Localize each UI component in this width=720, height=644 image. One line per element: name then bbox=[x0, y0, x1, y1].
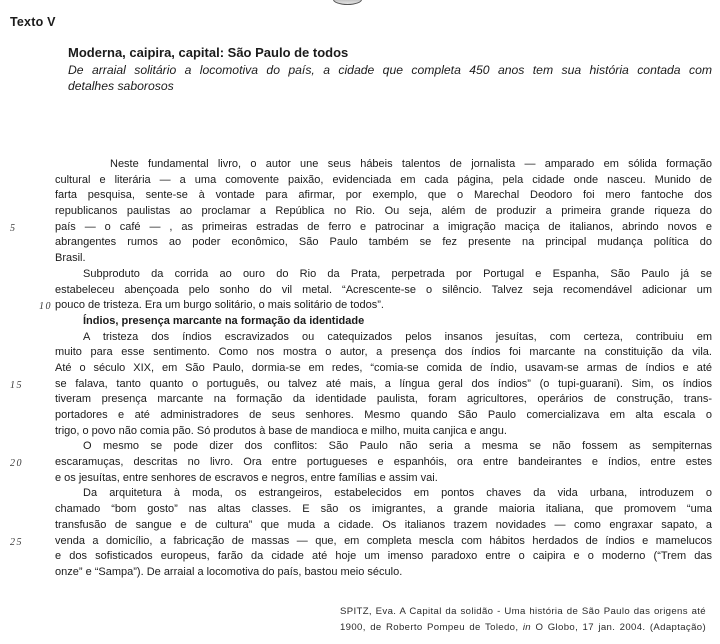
text-line: tiveram presença marcante na formação da identidade paulista, foram agricultores, operários de construção, trans- bbox=[55, 393, 712, 406]
subtitle-line: detalhes saborosos bbox=[68, 79, 174, 93]
text-line: 25 venda a domicílio, a fabricação de massas — que, em completa mescla com hábitos herdados de índios e mamelucos bbox=[10, 534, 712, 548]
citation-line: SPITZ, Eva. A Capital da solidão - Uma história de São Paulo das origens até bbox=[340, 606, 706, 617]
text-line: muito para esse sentimento. Como nos mostra o autor, a presença dos índios foi marcante na constituição da vila. bbox=[55, 346, 712, 359]
text-line: trigo, o povo não comia pão. Só produtos à base de mandioca e milho, muita canjica e angu. bbox=[55, 424, 507, 437]
text-line: transfusão de sangue e de cultura” que muda a cidade. Os italianos trazem novidades — como engraxar sapato, a bbox=[55, 518, 712, 531]
text-line: abrangentes rumos ao poder econômico, São Paulo também se fez presente na principal mudança política do bbox=[55, 236, 712, 249]
text-line: Da arquitetura à moda, os estrangeiros, estabelecidos em pontos chaves da vida urbana, introduzem o bbox=[83, 487, 712, 500]
article-subtitle bbox=[68, 62, 712, 94]
text-line: O mesmo se pode dizer dos conflitos: São Paulo não seria a mesma se não fossem as sempiternas bbox=[83, 440, 712, 453]
text-line: estabeleceu abençoada pelo sonho do vil metal. “Acrescente-se o silêncio. Talvez seja recomendável adicionar um bbox=[55, 283, 712, 296]
source-citation bbox=[340, 604, 706, 635]
text-line: onze” e “Sampa”). De arraial a locomotiva do país, bastou meio século. bbox=[55, 565, 403, 578]
text-line: 20 escaramuças, descritas no livro. Ora entre portugueses e espanhóis, ora entre bandeirantes e índios, entre estes bbox=[10, 456, 712, 470]
subtitle-line: De arraial solitário a locomotiva do país, a cidade que completa 450 anos tem sua história contada com bbox=[68, 63, 712, 77]
article-title: Moderna, caipira, capital: São Paulo de todos bbox=[68, 45, 349, 60]
text-line: portadores e até administradores de seus senhores. Mesmo quando São Paulo comercializava em alta escala o bbox=[55, 409, 712, 421]
article-header bbox=[68, 45, 712, 94]
text-line: Neste fundamental livro, o autor une seus hábeis talentos de jornalista — amparado em sólida formação bbox=[110, 158, 712, 170]
text-line: 15 se falava, tanto quanto o português, ou talvez até mais, a língua geral dos índios” (o tupi-guarani). Sim, os índios bbox=[10, 377, 712, 391]
text-line: 10 pouco de tristeza. Era um burgo solitário, o mais solitário de todos”. bbox=[55, 298, 712, 314]
article-body bbox=[10, 157, 712, 581]
citation-in-italic: in bbox=[522, 621, 531, 633]
section-label: Texto V bbox=[10, 15, 56, 29]
text-line: 5 país — o café — , as primeiras estradas de ferro e patrocinar a imigração maciça de italianos, abrindo novos e bbox=[10, 220, 712, 234]
text-line: A tristeza dos índios escravizados ou catequizados pelos insanos jesuítas, com certeza, contribuiu em bbox=[83, 330, 712, 343]
text-line: Até o século XIX, em São Paulo, dormia-se em redes, “comia-se comida de índio, usavam-se armas de índios e até bbox=[55, 361, 712, 374]
text-line: chamado “bom gosto” nas altas classes. E são os imigrantes, a grande maioria italiana, que promovem “uma bbox=[55, 503, 712, 516]
line-number: 10 bbox=[39, 301, 52, 313]
text-line: Subproduto da corrida ao ouro do Rio da Prata, perpetrada por Portugal e Espanha, São Paulo já se bbox=[83, 267, 712, 280]
clipped-emblem-icon bbox=[333, 0, 362, 5]
line-number: 5 bbox=[10, 222, 17, 234]
text-line: farta pesquisa, sente-se à vontade para afirmar, por exemplo, que o Marechal Deodoro foi mero fantoche dos bbox=[55, 189, 712, 202]
text-line: e dos sofisticados europeus, farão da cidade até hoje um imenso paradoxo entre o caipira e o moderno (“Trem das bbox=[55, 550, 712, 563]
citation-line: 1900, de Roberto Pompeu de Toledo, in O Globo, 17 jan. 2004. (Adaptação) bbox=[340, 621, 706, 633]
text-line: Brasil. bbox=[55, 252, 86, 265]
text-line: e os jesuítas, entre senhores de escravos e negros, entre famílias e assim vai. bbox=[55, 471, 438, 484]
text-line: cultural e literária — a uma comovente paixão, evidenciada em cada página, pela cidade onde nasceu. Munido de bbox=[55, 173, 712, 186]
line-number: 15 bbox=[10, 379, 23, 391]
line-number: 20 bbox=[10, 458, 23, 470]
line-number: 25 bbox=[10, 536, 23, 548]
subheading-line: Índios, presença marcante na formação da identidade bbox=[83, 314, 365, 327]
text-line: republicanos paulistas ao proclamar a República no Rio. Ou seja, além de produzir a primeira grande riqueza do bbox=[55, 205, 712, 218]
